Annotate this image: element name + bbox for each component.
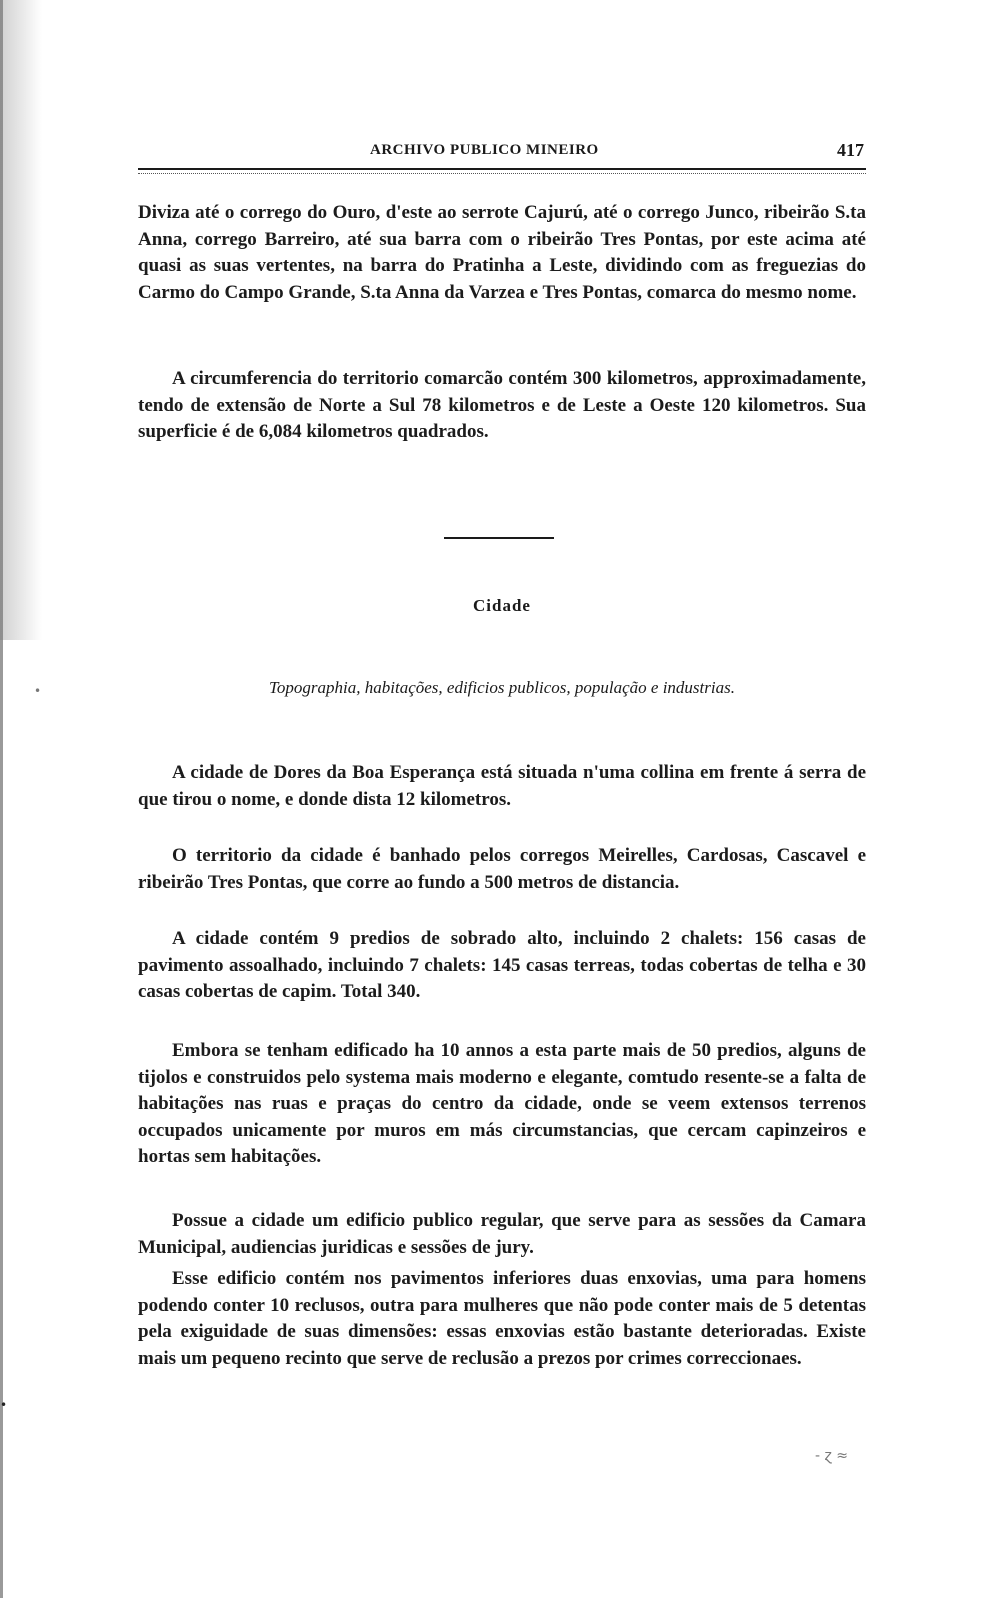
scan-smudge: - ɀ ≈: [815, 1448, 849, 1464]
page-number: 417: [837, 140, 864, 160]
scan-shadow: [0, 0, 60, 640]
paragraph-territory: O territorio da cidade é banhado pelos corregos Meirelles, Cardosas, Cascavel e ribeirão Tres Pontas, que corre ao fundo a 500 metros de distancia.: [138, 845, 866, 893]
section-title: Cidade: [473, 596, 531, 615]
section-subtitle: Topographia, habitações, edificios publicos, população e industrias.: [269, 678, 735, 697]
paragraph-location: A cidade de Dores da Boa Esperança está situada n'uma collina em frente á serra de que tirou o nome, e donde dista 12 kilometros.: [138, 762, 866, 810]
section-divider: [444, 537, 554, 539]
paragraph-circumference: A circumferencia do territorio comarcão contém 300 kilometros, approximadamente, tendo de extensão de Norte a Sul 78 kilometros e de Leste a Oeste 120 kilometros. Sua superficie é de 6,084 kilometros quadrados.: [138, 368, 866, 443]
page-header: [138, 140, 866, 164]
paragraph-prison: Esse edificio contém nos pavimentos inferiores duas enxovias, uma para homens podendo conter 10 reclusos, outra para mulheres que não pode conter mais de 5 detentas pela exiguidade de suas dimensões: essas enxovias estão bastante deterioradas. Existe mais um pequeno recinto que serve de reclusão a prezos por crimes correccionaes.: [138, 1268, 866, 1369]
scan-speck: •: [0, 1398, 8, 1412]
paragraph-public-building: Possue a cidade um edificio publico regular, que serve para as sessões da Camara Municipal, audiencias juridicas e sessões de jury.: [138, 1210, 866, 1258]
header-rule: [138, 168, 866, 174]
paragraph-boundaries: Diviza até o corrego do Ouro, d'este ao serrote Cajurú, até o corrego Junco, ribeirão S.ta Anna, corrego Barreiro, até sua barra com o ribeirão Tres Pontas, por este acima até quasi as suas vertentes, na barra do Pratinha a Leste, dividindo com as freguezias do Carmo do Campo Grande, S.ta Anna da Varzea e Tres Pontas, comarca do mesmo nome.: [138, 202, 866, 303]
running-title: ARCHIVO PUBLICO MINEIRO: [370, 142, 599, 158]
paragraph-buildings: A cidade contém 9 predios de sobrado alto, incluindo 2 chalets: 156 casas de pavimento assoalhado, incluindo 7 chalets: 145 casas terreas, todas cobertas de telha e 30 casas cobertas de capim. Total 340.: [138, 928, 866, 1003]
paragraph-construction: Embora se tenham edificado ha 10 annos a esta parte mais de 50 predios, alguns de tijolos e construidos pelo systema mais moderno e elegante, comtudo resente-se a falta de habitações nas ruas e praças do centro da cidade, onde se veem extensos terrenos occupados unicamente por muros em más circumstancias, que cercam capinzeiros e hortas sem habitações.: [138, 1040, 866, 1168]
scan-speck: •: [34, 684, 42, 698]
